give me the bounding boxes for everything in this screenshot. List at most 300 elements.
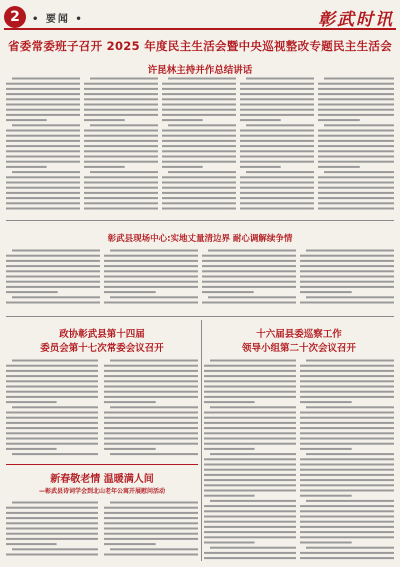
- text-line: [210, 360, 296, 362]
- text-line: [204, 536, 296, 538]
- text-line: [318, 202, 394, 204]
- text-line: [300, 438, 394, 440]
- text-line: [240, 176, 314, 178]
- text-line: [162, 83, 236, 85]
- text-line: [6, 187, 80, 189]
- body-text-lines: [6, 358, 98, 458]
- text-line: [300, 464, 394, 466]
- text-line: [104, 507, 198, 509]
- text-line: [300, 265, 394, 267]
- text-line: [104, 391, 198, 393]
- text-line: [6, 166, 47, 168]
- text-line: [202, 260, 296, 262]
- text-line: [208, 296, 296, 298]
- text-line: [204, 380, 296, 382]
- text-line: [324, 124, 394, 126]
- text-line: [300, 516, 394, 518]
- text-line: [162, 109, 236, 111]
- text-line: [300, 552, 394, 554]
- text-line: [300, 412, 394, 414]
- text-line: [210, 406, 296, 408]
- text-line: [204, 396, 296, 398]
- story4-col-1: [204, 358, 296, 561]
- text-line: [104, 522, 198, 524]
- text-line: [110, 250, 198, 252]
- story2-col-2: [104, 248, 198, 310]
- text-line: [6, 140, 80, 142]
- body-text-lines: [104, 358, 198, 458]
- text-line: [318, 135, 394, 137]
- text-line: [110, 406, 198, 408]
- text-line: [162, 182, 236, 184]
- text-line: [84, 119, 125, 121]
- text-line: [110, 548, 198, 550]
- text-line: [6, 302, 100, 304]
- text-line: [104, 281, 198, 283]
- text-line: [84, 104, 158, 106]
- text-line: [6, 375, 98, 377]
- text-line: [240, 140, 314, 142]
- body-text-lines: [300, 248, 394, 310]
- text-line: [6, 98, 80, 100]
- story4-headline-line2: 领导小组第二十次会议召开: [241, 343, 356, 354]
- text-line: [90, 78, 158, 80]
- story5-col-1: [6, 500, 98, 561]
- body-text-lines: [6, 76, 80, 214]
- text-line: [300, 526, 394, 528]
- text-line: [6, 522, 98, 524]
- text-line: [240, 114, 314, 116]
- text-line: [300, 427, 394, 429]
- text-line: [84, 166, 125, 168]
- text-line: [84, 156, 158, 158]
- text-line: [84, 145, 158, 147]
- story3-headline-line1: 政协彰武县第十四届: [59, 329, 145, 340]
- text-line: [240, 130, 314, 132]
- text-line: [318, 109, 394, 111]
- text-line: [306, 296, 394, 298]
- text-line: [240, 166, 281, 168]
- text-line: [300, 510, 394, 512]
- text-line: [162, 145, 236, 147]
- text-line: [300, 375, 394, 377]
- text-line: [202, 286, 296, 288]
- text-line: [240, 197, 314, 199]
- text-line: [318, 192, 394, 194]
- body-text-lines: [84, 76, 158, 214]
- text-line: [168, 78, 236, 80]
- text-line: [90, 171, 158, 173]
- text-line: [6, 130, 80, 132]
- body-text-lines: [202, 248, 296, 310]
- text-line: [202, 270, 296, 272]
- text-line: [162, 192, 236, 194]
- text-line: [204, 516, 296, 518]
- text-line: [12, 406, 98, 408]
- text-line: [12, 548, 98, 550]
- text-line: [104, 438, 198, 440]
- text-line: [104, 370, 198, 372]
- text-line: [204, 479, 296, 481]
- text-line: [300, 380, 394, 382]
- text-line: [6, 197, 80, 199]
- story2-col-4: [300, 248, 394, 310]
- divider-1: [6, 220, 394, 221]
- text-line: [162, 104, 236, 106]
- text-line: [300, 391, 394, 393]
- text-line: [6, 83, 80, 85]
- text-line: [6, 145, 80, 147]
- text-line: [104, 270, 198, 272]
- text-line: [12, 124, 80, 126]
- text-line: [6, 528, 98, 530]
- text-line: [300, 370, 394, 372]
- text-line: [204, 427, 296, 429]
- text-line: [318, 93, 394, 95]
- text-line: [300, 386, 394, 388]
- lead-body-col-3: [162, 76, 236, 214]
- text-line: [300, 291, 352, 293]
- text-line: [300, 469, 394, 471]
- text-line: [162, 114, 236, 116]
- text-line: [104, 365, 198, 367]
- text-line: [204, 391, 296, 393]
- text-line: [6, 517, 98, 519]
- text-line: [300, 505, 394, 507]
- text-line: [6, 119, 47, 121]
- story5-col-2: [104, 500, 198, 561]
- text-line: [6, 176, 80, 178]
- story5-subhead: —彰武县诗词学会到北山老年公寓开展慰问活动: [38, 488, 165, 495]
- text-line: [318, 145, 394, 147]
- lead-headline: 省委常委班子召开 2025 年度民主生活会暨中央巡视整改专题民主生活会: [7, 39, 392, 53]
- text-line: [204, 474, 296, 476]
- text-line: [6, 370, 98, 372]
- text-line: [168, 171, 236, 173]
- text-line: [6, 380, 98, 382]
- text-line: [204, 531, 296, 533]
- body-text-lines: [6, 248, 100, 310]
- text-line: [204, 401, 255, 403]
- text-line: [300, 557, 394, 559]
- text-line: [104, 401, 156, 403]
- text-line: [300, 531, 394, 533]
- body-text-lines: [240, 76, 314, 214]
- text-line: [318, 104, 394, 106]
- text-line: [6, 412, 98, 414]
- text-line: [84, 197, 158, 199]
- text-line: [104, 427, 198, 429]
- text-line: [204, 557, 296, 559]
- text-line: [104, 396, 198, 398]
- text-line: [204, 370, 296, 372]
- text-line: [240, 161, 314, 163]
- text-line: [204, 386, 296, 388]
- body-text-lines: [204, 358, 296, 561]
- text-line: [6, 150, 80, 152]
- text-line: [6, 438, 98, 440]
- text-line: [104, 517, 198, 519]
- text-line: [104, 375, 198, 377]
- text-line: [6, 260, 100, 262]
- text-line: [110, 502, 198, 504]
- text-line: [12, 296, 100, 298]
- text-line: [6, 432, 98, 434]
- text-line: [6, 93, 80, 95]
- text-line: [6, 182, 80, 184]
- lead-body-col-5: [318, 76, 394, 214]
- text-line: [306, 406, 394, 408]
- text-line: [300, 302, 394, 304]
- text-line: [110, 453, 198, 455]
- paper-name-logo: 彰武时讯: [318, 10, 394, 30]
- text-line: [318, 161, 394, 163]
- text-line: [300, 270, 394, 272]
- text-line: [6, 291, 58, 293]
- masthead: [4, 4, 396, 30]
- text-line: [318, 156, 394, 158]
- text-line: [6, 417, 98, 419]
- text-line: [104, 255, 198, 257]
- lead-body-col-4: [240, 76, 314, 214]
- text-line: [318, 208, 394, 210]
- story4-headline-line1: 十六届县委巡察工作: [256, 329, 342, 340]
- text-line: [110, 296, 198, 298]
- text-line: [104, 432, 198, 434]
- text-line: [204, 464, 296, 466]
- text-line: [240, 93, 314, 95]
- text-line: [210, 500, 296, 502]
- text-line: [204, 438, 296, 440]
- text-line: [104, 286, 198, 288]
- text-line: [104, 543, 156, 545]
- text-line: [306, 360, 394, 362]
- text-line: [162, 93, 236, 95]
- text-line: [318, 88, 394, 90]
- text-line: [240, 182, 314, 184]
- text-line: [84, 140, 158, 142]
- vertical-divider: [201, 320, 202, 561]
- text-line: [104, 533, 198, 535]
- text-line: [6, 538, 98, 540]
- story3-col-1: [6, 358, 98, 458]
- text-line: [204, 432, 296, 434]
- text-line: [6, 554, 98, 556]
- text-line: [240, 145, 314, 147]
- lead-subhead: 许昆林主持并作总结讲话: [147, 65, 253, 76]
- text-line: [204, 375, 296, 377]
- text-line: [240, 109, 314, 111]
- text-line: [6, 286, 100, 288]
- text-line: [204, 458, 296, 460]
- text-line: [84, 88, 158, 90]
- text-line: [300, 281, 394, 283]
- text-line: [306, 453, 394, 455]
- body-text-lines: [300, 358, 394, 561]
- body-text-lines: [6, 500, 98, 561]
- text-line: [104, 380, 198, 382]
- text-line: [162, 176, 236, 178]
- text-line: [6, 427, 98, 429]
- text-line: [306, 547, 394, 549]
- text-line: [84, 114, 158, 116]
- text-line: [300, 365, 394, 367]
- text-line: [204, 448, 255, 450]
- text-line: [162, 161, 236, 163]
- text-line: [6, 88, 80, 90]
- text-line: [300, 484, 394, 486]
- lead-body-col-1: [6, 76, 80, 214]
- body-text-lines: [162, 76, 236, 214]
- text-line: [204, 412, 296, 414]
- text-line: [162, 202, 236, 204]
- text-line: [162, 140, 236, 142]
- text-line: [104, 554, 198, 556]
- text-line: [6, 202, 80, 204]
- text-line: [204, 365, 296, 367]
- body-text-lines: [104, 248, 198, 310]
- text-line: [104, 260, 198, 262]
- text-line: [204, 417, 296, 419]
- text-line: [300, 255, 394, 257]
- text-line: [6, 109, 80, 111]
- story3-headline-line2: 委员会第十七次常委会议召开: [40, 343, 164, 354]
- text-line: [162, 208, 236, 210]
- text-line: [84, 192, 158, 194]
- text-line: [6, 114, 80, 116]
- text-line: [84, 182, 158, 184]
- text-line: [204, 443, 296, 445]
- text-line: [300, 536, 394, 538]
- text-line: [104, 422, 198, 424]
- text-line: [162, 135, 236, 137]
- story2-col-1: [6, 248, 100, 310]
- text-line: [300, 479, 394, 481]
- text-line: [300, 432, 394, 434]
- text-line: [240, 192, 314, 194]
- text-line: [162, 166, 203, 168]
- text-line: [162, 156, 236, 158]
- text-line: [6, 391, 98, 393]
- text-line: [6, 208, 80, 210]
- text-line: [104, 412, 198, 414]
- text-line: [6, 104, 80, 106]
- text-line: [318, 119, 360, 121]
- story5-headline: 新春敬老情 温暖满人间: [50, 474, 154, 485]
- text-line: [318, 150, 394, 152]
- text-line: [84, 161, 158, 163]
- text-line: [204, 521, 296, 523]
- text-line: [104, 443, 198, 445]
- text-line: [318, 83, 394, 85]
- text-line: [6, 270, 100, 272]
- text-line: [6, 135, 80, 137]
- text-line: [240, 202, 314, 204]
- text-line: [300, 490, 394, 492]
- text-line: [104, 417, 198, 419]
- text-line: [300, 542, 352, 544]
- text-line: [6, 422, 98, 424]
- text-line: [300, 521, 394, 523]
- text-line: [162, 98, 236, 100]
- text-line: [6, 512, 98, 514]
- text-line: [202, 276, 296, 278]
- text-line: [6, 276, 100, 278]
- text-line: [300, 448, 352, 450]
- text-line: [12, 502, 98, 504]
- text-line: [240, 104, 314, 106]
- text-line: [104, 538, 198, 540]
- text-line: [110, 360, 198, 362]
- text-line: [300, 417, 394, 419]
- text-line: [318, 197, 394, 199]
- text-line: [12, 171, 80, 173]
- text-line: [300, 495, 352, 497]
- divider-2: [6, 316, 394, 317]
- text-line: [300, 286, 394, 288]
- text-line: [6, 543, 57, 545]
- text-line: [162, 130, 236, 132]
- text-line: [162, 197, 236, 199]
- story4-col-2: [300, 358, 394, 561]
- text-line: [104, 291, 156, 293]
- text-line: [204, 490, 296, 492]
- text-line: [104, 276, 198, 278]
- text-line: [168, 124, 236, 126]
- text-line: [6, 192, 80, 194]
- text-line: [318, 187, 394, 189]
- text-line: [84, 202, 158, 204]
- text-line: [318, 98, 394, 100]
- text-line: [324, 78, 394, 80]
- text-line: [246, 78, 314, 80]
- text-line: [204, 505, 296, 507]
- text-line: [202, 281, 296, 283]
- text-line: [6, 265, 100, 267]
- text-line: [318, 166, 360, 168]
- text-line: [240, 135, 314, 137]
- text-line: [6, 507, 98, 509]
- text-line: [240, 208, 314, 210]
- text-line: [246, 124, 314, 126]
- text-line: [104, 528, 198, 530]
- text-line: [204, 510, 296, 512]
- story2-headline: 彰武县现场中心:实地丈量清边界 耐心调解续争情: [107, 234, 293, 244]
- text-line: [162, 150, 236, 152]
- text-line: [104, 302, 198, 304]
- text-line: [240, 119, 281, 121]
- story3-col-2: [104, 358, 198, 458]
- text-line: [246, 171, 314, 173]
- text-line: [324, 171, 394, 173]
- text-line: [84, 208, 158, 210]
- text-line: [202, 255, 296, 257]
- text-line: [204, 469, 296, 471]
- text-line: [12, 360, 98, 362]
- page-number: 2: [4, 6, 26, 28]
- body-text-lines: [104, 500, 198, 561]
- text-line: [6, 365, 98, 367]
- text-line: [6, 156, 80, 158]
- text-line: [12, 78, 80, 80]
- text-line: [240, 88, 314, 90]
- lead-body-col-2: [84, 76, 158, 214]
- text-line: [204, 495, 255, 497]
- text-line: [6, 448, 57, 450]
- story5-top-rule: [6, 464, 198, 465]
- body-text-lines: [318, 76, 394, 214]
- text-line: [162, 187, 236, 189]
